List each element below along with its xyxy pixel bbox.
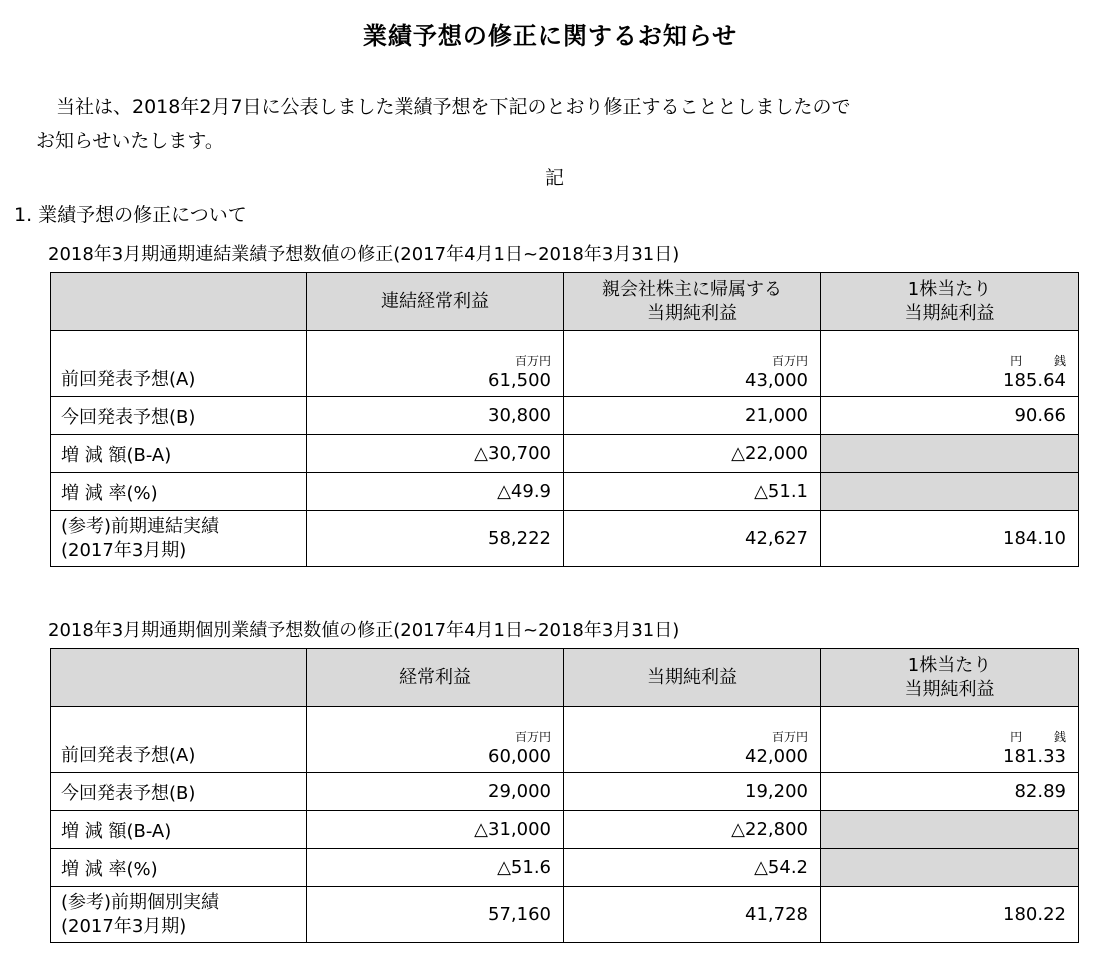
value-text: 43,000 (745, 370, 808, 391)
unit-label: 円 銭 (1010, 354, 1080, 368)
table-row (51, 435, 1079, 473)
header-text: 当期純利益 (904, 678, 995, 700)
section-heading: 1. 業績予想の修正について (14, 204, 247, 226)
value-cell: △49.9 (307, 473, 564, 511)
table-row (51, 473, 1079, 511)
value-cell: 21,000 (564, 397, 821, 435)
header-text: 1株当たり (907, 654, 992, 676)
value-cell: △31,000 (307, 811, 564, 849)
row-label: 増 減 額(B-A) (51, 435, 307, 473)
table-1-caption: 2018年3月期通期連結業績予想数値の修正(2017年4月1日~2018年3月31日) (48, 244, 680, 265)
row-label: 前回発表予想(A) (51, 707, 307, 773)
header-text: 当期純利益 (647, 666, 737, 688)
empty-shaded-cell (821, 811, 1079, 849)
table-header-row (51, 273, 1079, 331)
row-label-line: (参考)前期個別実績 (61, 891, 220, 913)
header-blank-cell (51, 649, 307, 707)
header-col-2 (564, 273, 821, 331)
intro-line-1: 当社は、2018年2月7日に公表しました業績予想を下記のとおり修正することとしましたので (56, 96, 851, 118)
unit-label: 百万円 (771, 354, 808, 368)
row-label-line: (参考)前期連結実績 (61, 515, 220, 537)
value-cell: 19,200 (564, 773, 821, 811)
value-cell: 57,160 (307, 887, 564, 943)
page-title: 業績予想の修正に関するお知らせ (362, 22, 738, 50)
intro-paragraph (36, 90, 1076, 158)
value-cell (821, 707, 1079, 773)
unit-label: 百万円 (514, 354, 551, 368)
value-cell: 42,627 (564, 511, 821, 567)
value-text: 60,000 (488, 746, 551, 767)
table-row (51, 811, 1079, 849)
value-cell: 30,800 (307, 397, 564, 435)
value-cell: △22,000 (564, 435, 821, 473)
value-cell (821, 331, 1079, 397)
value-cell: 184.10 (821, 511, 1079, 567)
table-row (51, 887, 1079, 943)
header-text: 当期純利益 (647, 302, 737, 324)
header-text: 親会社株主に帰属する (602, 278, 782, 300)
table-row (51, 397, 1079, 435)
value-text: 61,500 (488, 370, 551, 391)
value-cell: 180.22 (821, 887, 1079, 943)
row-label (51, 511, 307, 567)
value-cell (307, 331, 564, 397)
header-col-3 (821, 649, 1079, 707)
value-cell: 58,222 (307, 511, 564, 567)
table-header-row (51, 649, 1079, 707)
value-cell: 41,728 (564, 887, 821, 943)
value-text: 185.64 (1003, 370, 1066, 391)
row-label: 今回発表予想(B) (51, 397, 307, 435)
unit-label: 円 銭 (1010, 730, 1080, 744)
value-text: 181.33 (1003, 746, 1066, 767)
table-row (51, 511, 1079, 567)
consolidated-forecast-table (50, 272, 1079, 567)
intro-line-2: お知らせいたします。 (36, 130, 224, 152)
table-2-caption: 2018年3月期通期個別業績予想数値の修正(2017年4月1日~2018年3月31日) (48, 620, 680, 641)
unit-label: 百万円 (771, 730, 808, 744)
header-blank-cell (51, 273, 307, 331)
unit-label: 百万円 (514, 730, 551, 744)
header-text: 連結経常利益 (381, 290, 489, 312)
value-cell: 82.89 (821, 773, 1079, 811)
table-row (51, 707, 1079, 773)
empty-shaded-cell (821, 435, 1079, 473)
value-text: 42,000 (745, 746, 808, 767)
table-row (51, 849, 1079, 887)
row-label (51, 887, 307, 943)
header-col-1 (307, 273, 564, 331)
value-cell: △54.2 (564, 849, 821, 887)
header-text: 当期純利益 (904, 302, 995, 324)
row-label: 今回発表予想(B) (51, 773, 307, 811)
nonconsolidated-forecast-table (50, 648, 1079, 943)
header-col-3 (821, 273, 1079, 331)
row-label-line: (2017年3月期) (61, 539, 187, 561)
value-cell: 90.66 (821, 397, 1079, 435)
value-cell: △51.6 (307, 849, 564, 887)
ki-heading: 記 (545, 167, 565, 189)
header-col-1 (307, 649, 564, 707)
value-cell (307, 707, 564, 773)
empty-shaded-cell (821, 849, 1079, 887)
row-label: 増 減 率(%) (51, 849, 307, 887)
value-cell: △22,800 (564, 811, 821, 849)
value-cell: △51.1 (564, 473, 821, 511)
table-row (51, 773, 1079, 811)
row-label: 増 減 率(%) (51, 473, 307, 511)
table-row (51, 331, 1079, 397)
row-label: 前回発表予想(A) (51, 331, 307, 397)
row-label-line: (2017年3月期) (61, 915, 187, 937)
header-text: 経常利益 (399, 666, 471, 688)
header-col-2 (564, 649, 821, 707)
value-cell: △30,700 (307, 435, 564, 473)
value-cell (564, 707, 821, 773)
value-cell: 29,000 (307, 773, 564, 811)
row-label: 増 減 額(B-A) (51, 811, 307, 849)
value-cell (564, 331, 821, 397)
empty-shaded-cell (821, 473, 1079, 511)
header-text: 1株当たり (907, 278, 992, 300)
